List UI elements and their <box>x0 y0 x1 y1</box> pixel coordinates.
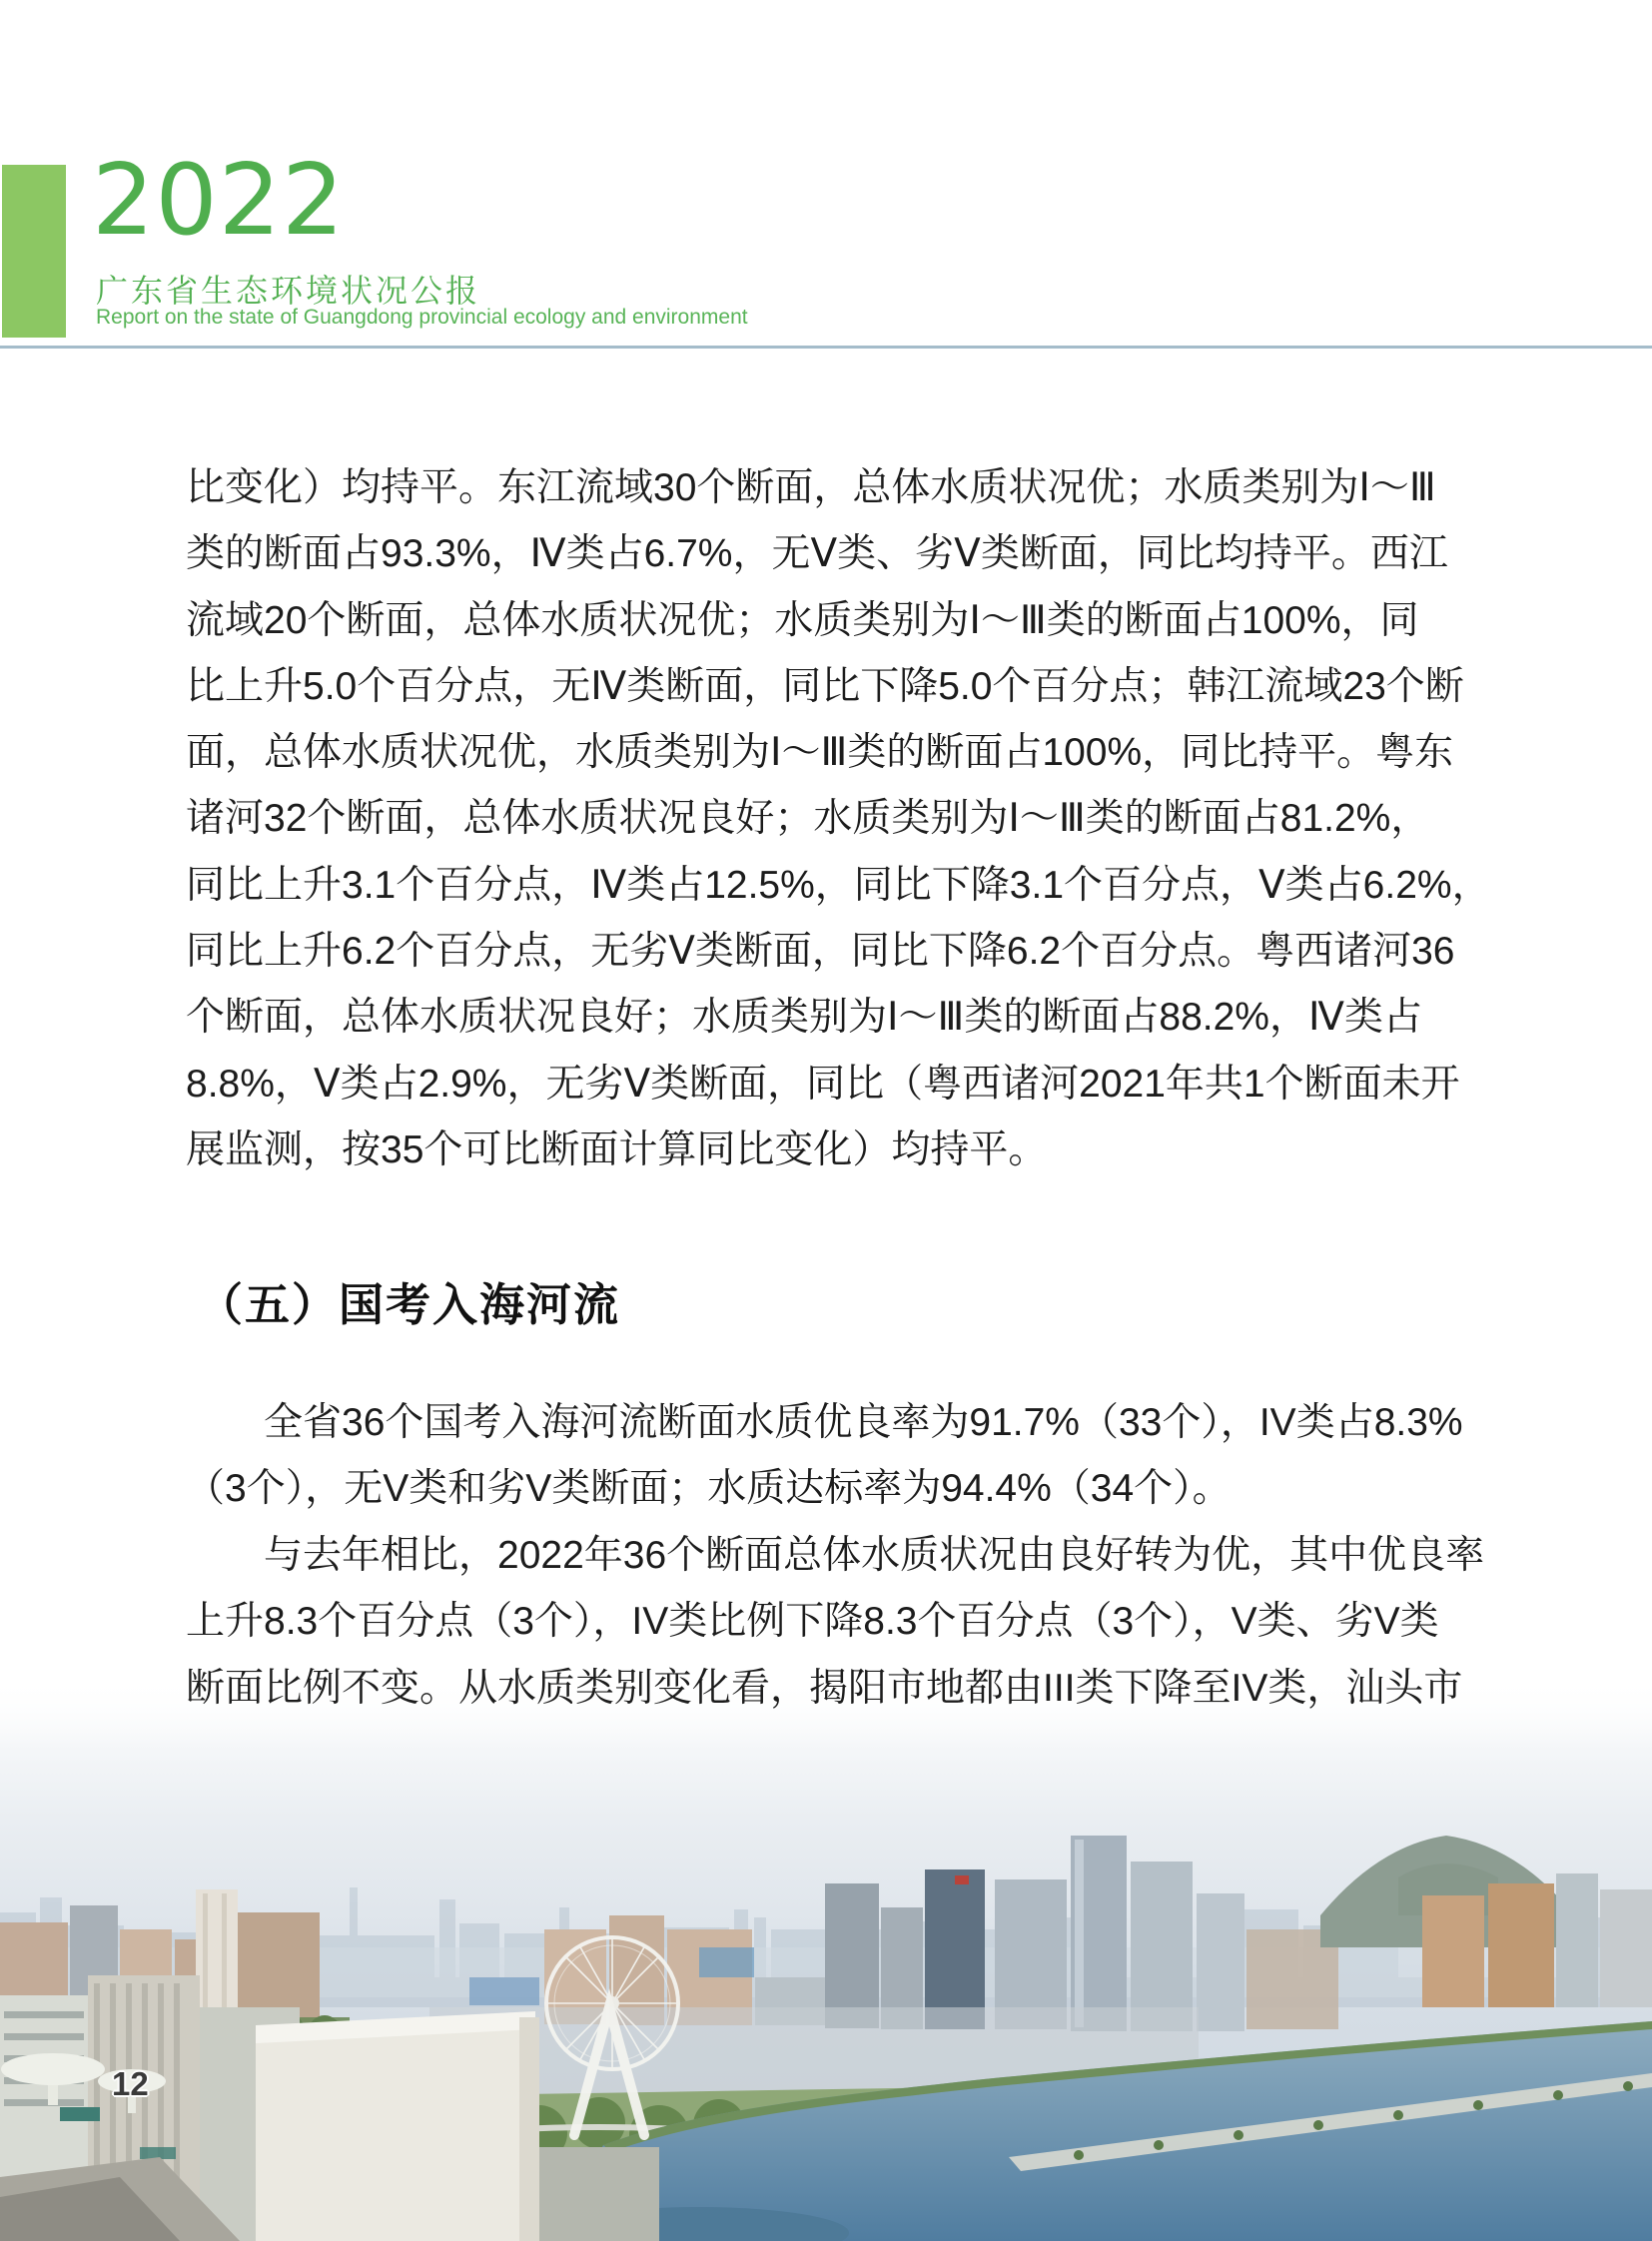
city-skyline-illustration <box>0 1678 1652 2241</box>
text-line: 同比上升6.2个百分点，无劣Ⅴ类断面，同比下降6.2个百分点。粤西诸河36 <box>186 930 1455 974</box>
text-line: 类的断面占93.3%，Ⅳ类占6.7%，无Ⅴ类、劣Ⅴ类断面，同比均持平。西江 <box>186 532 1448 576</box>
text-line: 与去年相比，2022年36个断面总体水质状况由良好转为优，其中优良率 <box>264 1533 1485 1577</box>
page-number: 12 <box>112 2065 149 2102</box>
text-line: 比上升5.0个百分点，无Ⅳ类断面，同比下降5.0个百分点；韩江流域23个断 <box>186 664 1464 708</box>
header-rule <box>0 346 1652 349</box>
text-line: （3个），无V类和劣V类断面；水质达标率为94.4%（34个）。 <box>186 1467 1232 1511</box>
text-line: 上升8.3个百分点（3个），IV类比例下降8.3个百分点（3个），V类、劣V类 <box>186 1600 1439 1644</box>
text-line: 断面比例不变。从水质类别变化看，揭阳市地都由III类下降至IV类，汕头市 <box>186 1666 1463 1710</box>
section-heading: （五）国考入海河流 <box>198 1279 621 1330</box>
text-line: 8.8%，Ⅴ类占2.9%，无劣Ⅴ类断面，同比（粤西诸河2021年共1个断面未开 <box>186 1062 1460 1106</box>
report-title-en: Report on the state of Guangdong provincial ecology and environment <box>96 306 748 329</box>
report-title-zh: 广东省生态环境状况公报 <box>96 273 481 309</box>
body-paragraph-2-3 <box>186 1390 1485 1722</box>
header-accent-block <box>2 165 66 338</box>
text-line: 面，总体水质状况优，水质类别为Ⅰ～Ⅲ类的断面占100%，同比持平。粤东 <box>186 731 1454 775</box>
text-line: 展监测，按35个可比断面计算同比变化）均持平。 <box>186 1127 1048 1171</box>
city-photo <box>0 1678 1652 2241</box>
text-line: 个断面，总体水质状况良好；水质类别为Ⅰ～Ⅲ类的断面占88.2%，Ⅳ类占 <box>186 996 1422 1040</box>
report-year: 2022 <box>92 144 346 258</box>
text-line: 全省36个国考入海河流断面水质优良率为91.7%（33个），IV类占8.3% <box>264 1401 1463 1444</box>
text-line: 诸河32个断面，总体水质状况良好；水质类别为Ⅰ～Ⅲ类的断面占81.2%， <box>186 797 1430 841</box>
text-line: 流域20个断面，总体水质状况优；水质类别为Ⅰ～Ⅲ类的断面占100%，同 <box>186 598 1419 642</box>
body-paragraph-1 <box>186 455 1491 1183</box>
text-line: 比变化）均持平。东江流域30个断面，总体水质状况优；水质类别为Ⅰ～Ⅲ <box>186 466 1436 509</box>
text-line: 同比上升3.1个百分点，Ⅳ类占12.5%，同比下降3.1个百分点，Ⅴ类占6.2%， <box>186 863 1491 907</box>
